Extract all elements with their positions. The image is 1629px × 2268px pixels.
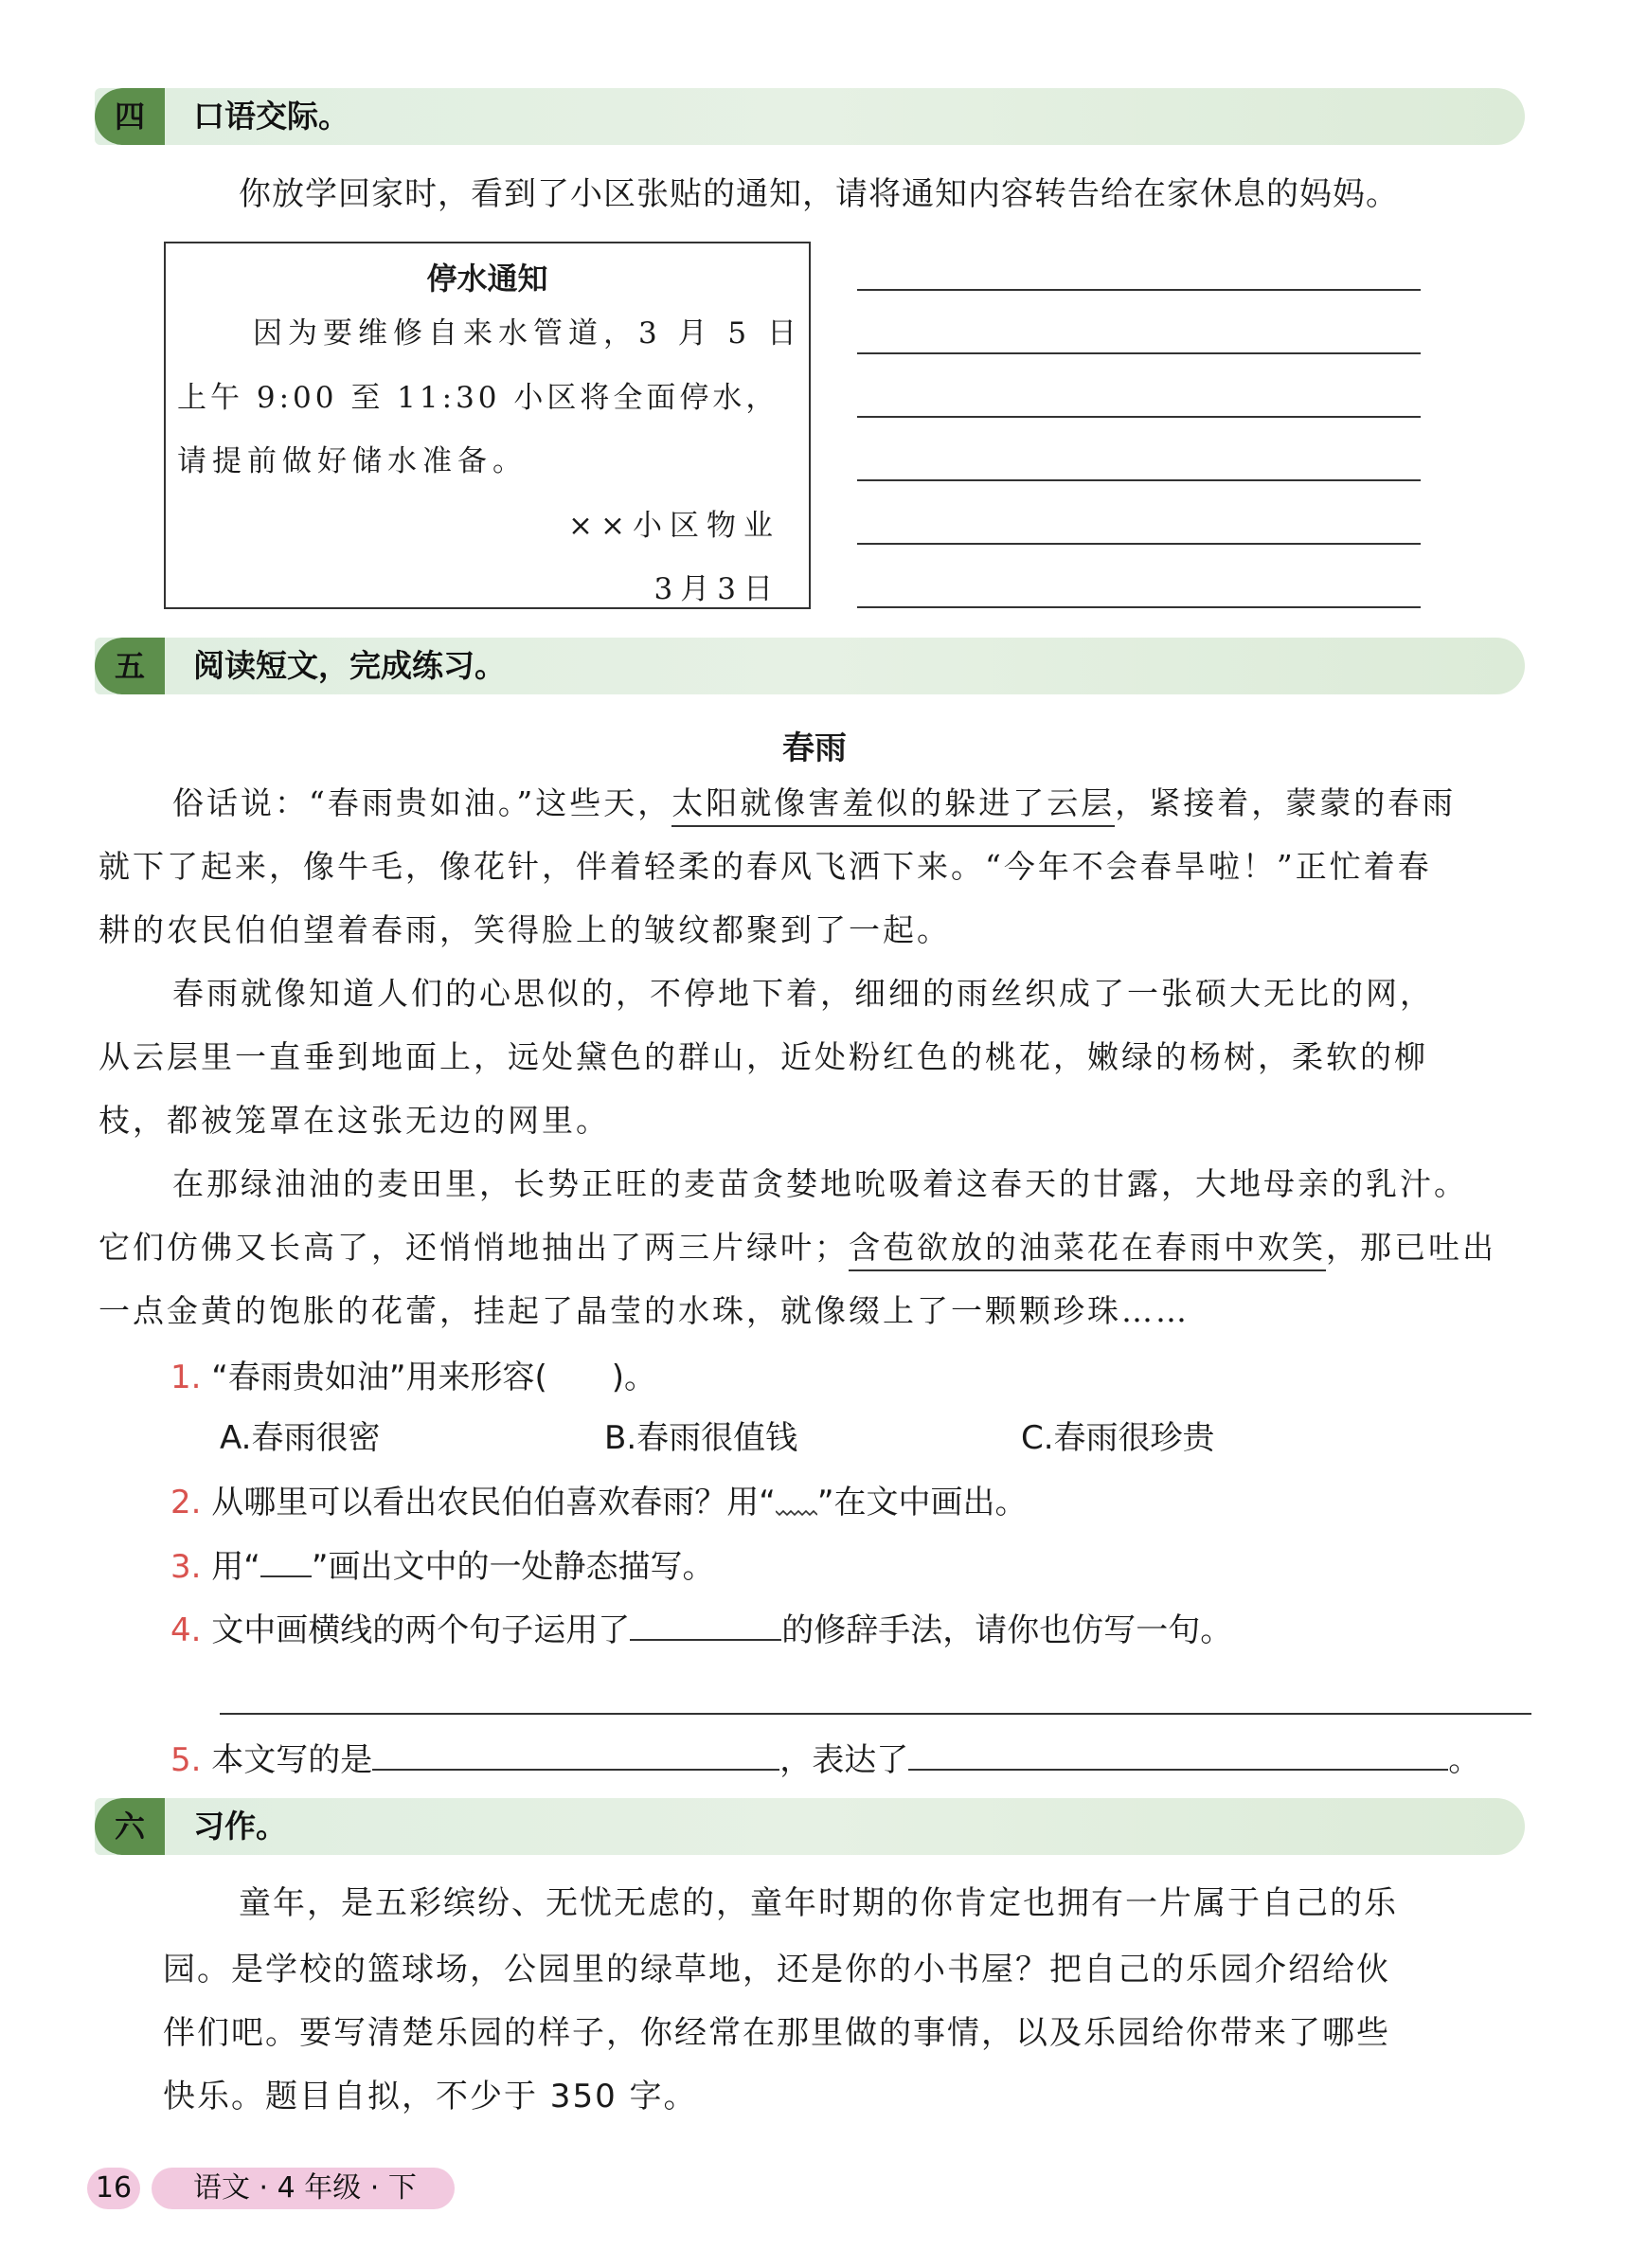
underlined-sentence: 含苞欲放的油菜花在春雨中欢笑 [849,1229,1326,1271]
question-text: 从哪里可以看出农民伯伯喜欢春雨？用“ [211,1484,776,1521]
section-header-5 [95,638,1525,694]
passage-line: 枝，都被笼罩在这张无边的网里。 [98,1102,610,1139]
passage-line [172,784,1456,822]
answer-blank[interactable] [372,1740,779,1771]
straight-line-icon [260,1547,312,1577]
notice-box [164,242,811,609]
question-2 [170,1484,1028,1521]
section-title: 口语交际。 [193,98,349,135]
notice-line: 上午 9:00 至 11:30 小区将全面停水， [177,381,779,415]
answer-line[interactable] [857,479,1421,481]
option-b[interactable]: B.春雨很值钱 [604,1419,798,1457]
question-4 [170,1611,1232,1649]
text: 它们仿佛又长高了，还悄悄地抽出了两三片绿叶； [98,1229,849,1266]
section-number: 四 [95,88,165,145]
answer-blank[interactable] [908,1740,1448,1771]
option-a[interactable]: A.春雨很密 [220,1419,381,1457]
notice-line: 请提前做好储水准备。 [177,444,528,478]
question-number: 3. [170,1548,202,1586]
question-text: 本文写的是 [211,1741,373,1779]
question-text: 文中画横线的两个句子运用了 [211,1611,631,1649]
answer-line[interactable] [857,606,1421,608]
question-3 [170,1547,715,1586]
question-text: 的修辞手法，请你也仿写一句。 [781,1611,1233,1649]
text: 俗话说：“春雨贵如油。”这些天， [172,784,672,821]
section-header-6 [95,1798,1525,1855]
prompt-line: 快乐。题目自拟，不少于 350 字。 [163,2078,698,2115]
text: ，那已吐出 [1326,1229,1496,1266]
question-text: ，表达了 [779,1741,909,1779]
book-label: 语文 · 4 年级 · 下 [152,2168,455,2209]
answer-line[interactable] [220,1713,1531,1715]
passage-line: 就下了起来，像牛毛，像花针，伴着轻柔的春风飞洒下来。“今年不会春旱啦！”正忙着春 [98,848,1432,885]
passage-line: 一点金黄的饱胀的花蕾，挂起了晶莹的水珠，就像缀上了一颗颗珍珠…… [98,1292,1190,1329]
question-text: 。 [1448,1741,1481,1779]
passage-title: 春雨 [782,729,847,767]
question-number: 2. [170,1484,202,1521]
passage-line [98,1229,1496,1267]
text: ，紧接着，蒙蒙的春雨 [1115,784,1457,821]
page-number: 16 [87,2168,140,2209]
question-number: 4. [170,1611,202,1649]
question-5 [170,1740,1480,1779]
passage-line: 春雨就像知道人们的心思似的，不停地下着，细细的雨丝织成了一张硕大无比的网， [172,975,1434,1012]
section-number: 六 [95,1798,165,1855]
prompt-line: 伴们吧。要写清楚乐园的样子，你经常在那里做的事情，以及乐园给你带来了哪些 [163,2014,1390,2052]
question-text: ”在文中画出。 [816,1484,1028,1521]
question-number: 5. [170,1741,202,1779]
answer-line[interactable] [857,416,1421,418]
notice-signature: ××小区物业 [568,509,780,543]
question-text: ”画出文中的一处静态描写。 [311,1548,715,1586]
answer-blank[interactable] [630,1611,781,1641]
answer-line[interactable] [857,543,1421,545]
answer-line[interactable] [857,352,1421,354]
passage-line: 耕的农民伯伯望着春雨，笑得脸上的皱纹都聚到了一起。 [98,911,951,948]
prompt-line: 园。是学校的篮球场，公园里的绿草地，还是你的小书屋？把自己的乐园介绍给伙 [163,1951,1390,1989]
question-text: 用“ [211,1548,260,1586]
notice-title: 停水通知 [426,261,548,297]
question-text: “春雨贵如油”用来形容( )。 [211,1359,657,1396]
passage-line: 从云层里一直垂到地面上，远处黛色的群山，近处粉红色的桃花，嫩绿的杨树，柔软的柳 [98,1038,1428,1075]
wavy-line-icon [776,1505,817,1519]
question-number: 1. [170,1359,202,1396]
section-title: 习作。 [193,1808,287,1845]
question-1 [170,1359,656,1396]
option-c[interactable]: C.春雨很珍贵 [1021,1419,1215,1457]
section-header-4 [95,88,1525,145]
prompt-line: 童年，是五彩缤纷、无忧无虑的，童年时期的你肯定也拥有一片属于自己的乐 [239,1884,1398,1922]
answer-line[interactable] [857,289,1421,291]
underlined-sentence: 太阳就像害羞似的躲进了云层 [671,784,1115,827]
section-4-instruction: 你放学回家时，看到了小区张贴的通知，请将通知内容转告给在家休息的妈妈。 [239,175,1399,213]
passage-line: 在那绿油油的麦田里，长势正旺的麦苗贪婪地吮吸着这春天的甘露，大地母亲的乳汁。 [172,1165,1468,1202]
notice-line: 因为要维修自来水管道，3 月 5 日 [253,316,803,351]
section-number: 五 [95,638,165,694]
notice-date: 3月3日 [653,572,780,606]
section-title: 阅读短文，完成练习。 [193,647,506,684]
